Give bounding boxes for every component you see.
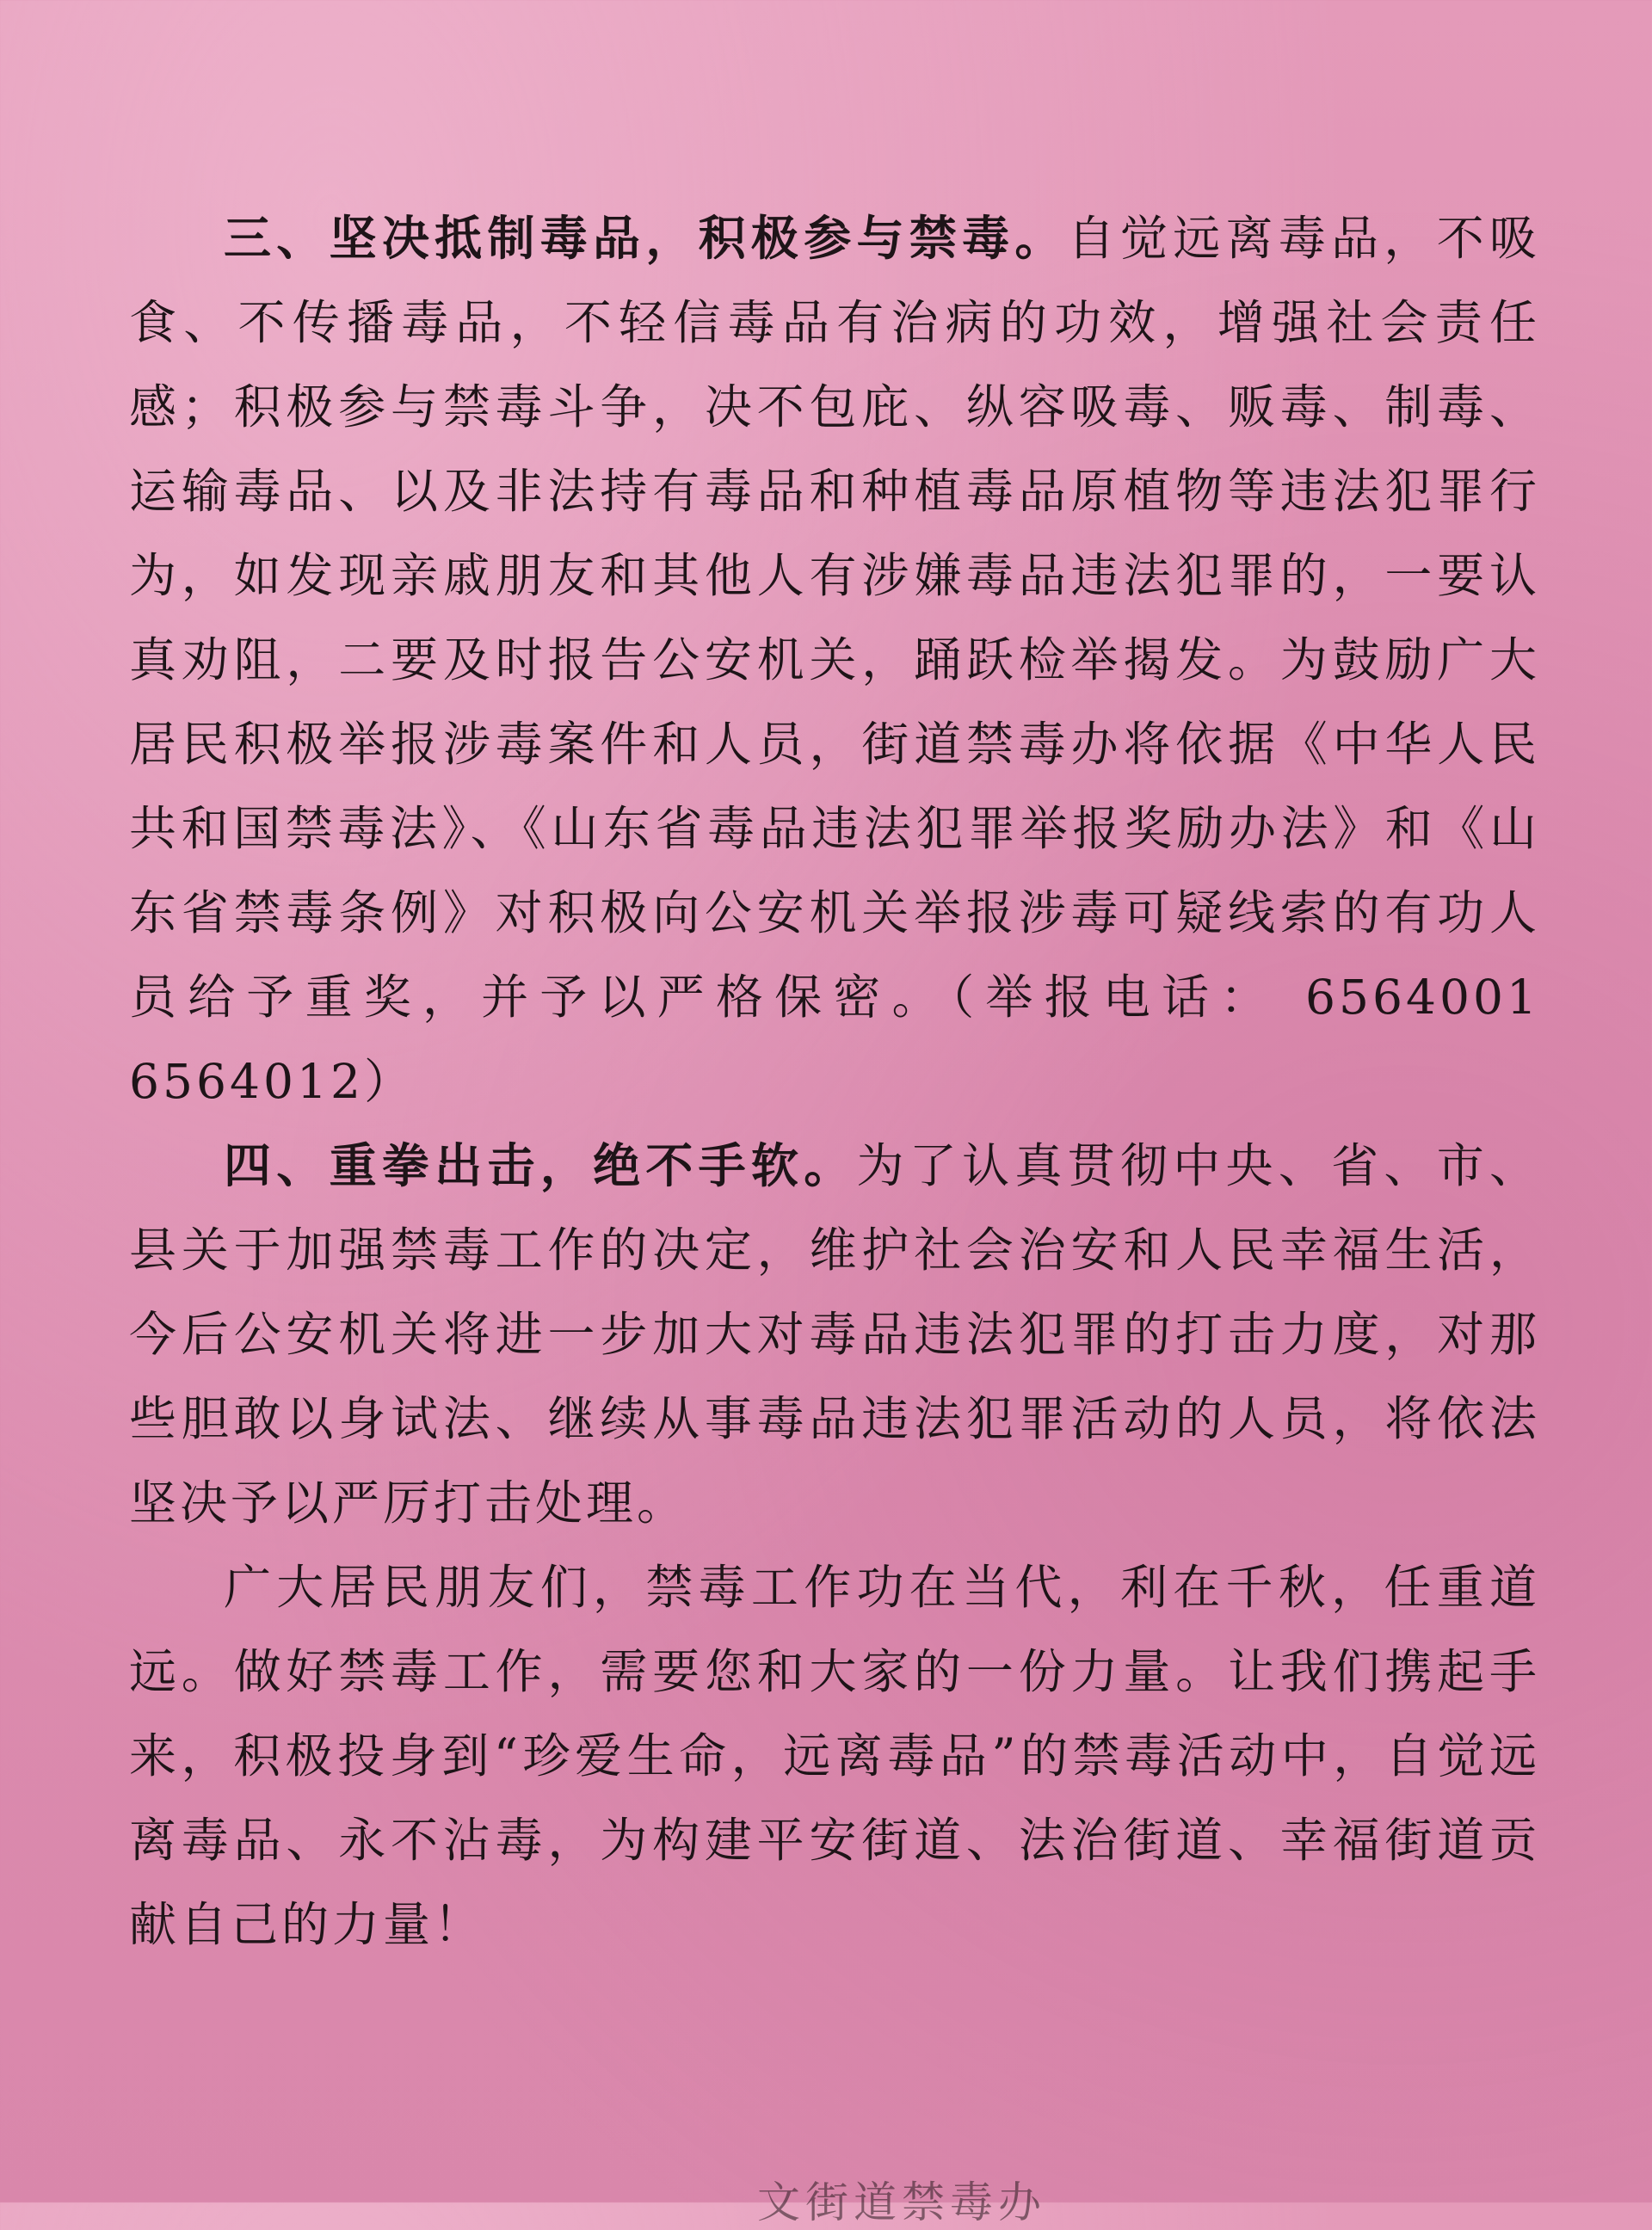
section-four xyxy=(129,1124,1540,1545)
section-four-heading: 四、重拳出击，绝不手软。 xyxy=(224,1137,857,1193)
document-body xyxy=(129,196,1540,2123)
cut-off-footer-text: 文街道禁毒办 xyxy=(757,2178,1046,2227)
section-three-heading: 三、坚决抵制毒品，积极参与禁毒。 xyxy=(224,210,1068,266)
section-four-text: 为了认真贯彻中央、省、市、县关于加强禁毒工作的决定，维护社会治安和人民幸福生活，今后公安机关将进一步加大对毒品违法犯罪的打击力度，对那些胆敢以身试法、继续从事毒品违法犯罪活动的人员，将依法坚决予以严厉打击处理。 xyxy=(129,1138,1540,1531)
closing-appeal-text: 广大居民朋友们，禁毒工作功在当代，利在千秋，任重道远。做好禁毒工作，需要您和大家的一份力量。让我们携起手来，积极投身到“珍爱生命，远离毒品”的禁毒活动中，自觉远离毒品、永不沾毒，为构建平安街道、法治街道、幸福街道贡献自己的力量！ xyxy=(129,1560,1540,1952)
section-three xyxy=(129,196,1540,1124)
closing-appeal xyxy=(129,1545,1540,1967)
section-three-text: 自觉远离毒品，不吸食、不传播毒品，不轻信毒品有治病的功效，增强社会责任感；积极参与禁毒斗争，决不包庇、纵容吸毒、贩毒、制毒、运输毒品、以及非法持有毒品和种植毒品原植物等违法犯罪行为，如发现亲戚朋友和其他人有涉嫌毒品违法犯罪的，一要认真劝阻，二要及时报告公安机关，踊跃检举揭发。为鼓励广大居民积极举报涉毒案件和人员，街道禁毒办将依据《中华人民共和国禁毒法》、《山东省毒品违法犯罪举报奖励办法》和《山东省禁毒条例》对积极向公安机关举报涉毒可疑线索的有功人员给予重奖，并予以严格保密。（举报电话： 6564001 6564012） xyxy=(129,211,1540,1109)
